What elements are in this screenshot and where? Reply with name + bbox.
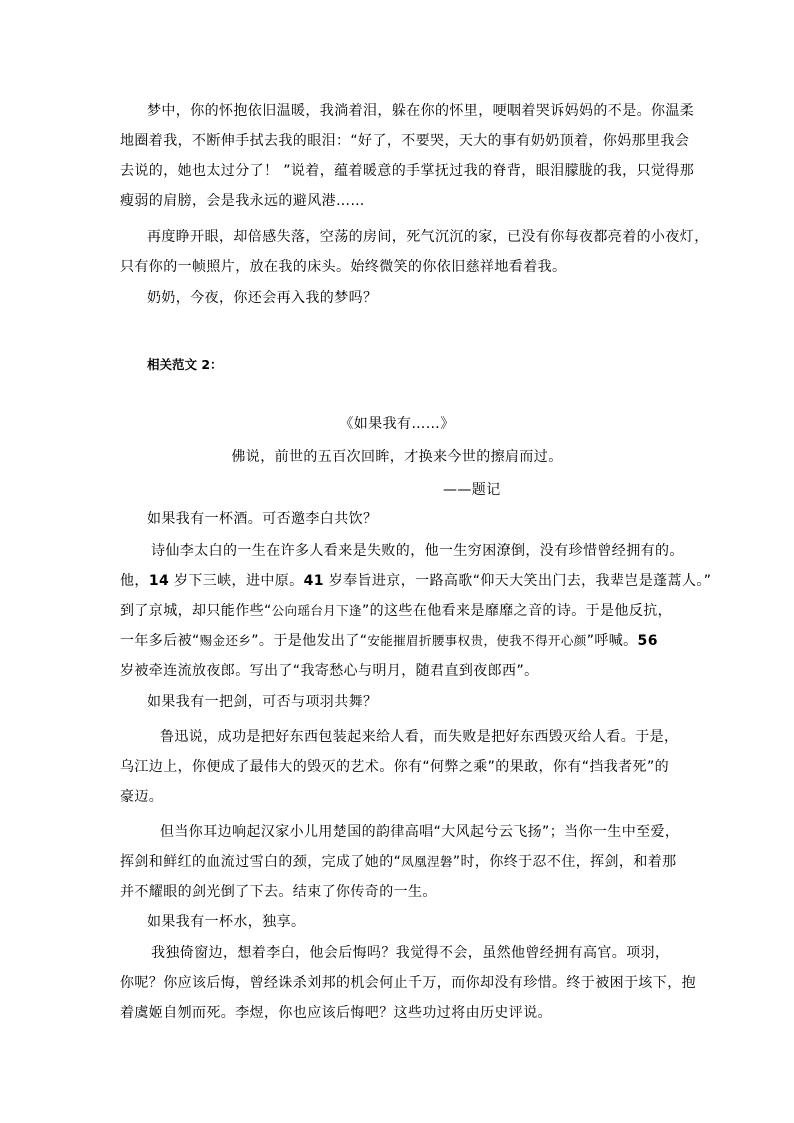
text-span: ”时，你终于忍不住，挥剑，和着那 — [452, 854, 677, 870]
question-water: 如果我有一杯水，独享。 — [147, 914, 306, 930]
quote-span: 赐金还乡 — [199, 633, 252, 648]
text-line: 岁被牵连流放夜郎。写出了“我寄愁心与明月，随君直到夜郎西”。 — [120, 663, 539, 679]
section-heading: 相关范文 2： — [147, 357, 223, 372]
text-line: 我独倚窗边，想着李白，他会后悔吗？我觉得不会，虽然他曾经拥有高官。项羽， — [151, 945, 670, 961]
paragraph-question-grandma: 奶奶，今夜，你还会再入我的梦吗？ — [147, 290, 378, 306]
text-span: 岁奉旨进京，一路高歌“仰天大笑出门去，我辈岂是蓬蒿人。” — [323, 573, 712, 589]
age-number: 41 — [303, 573, 324, 589]
text-line: 并不耀眼的剑光倒了下去。结束了你传奇的一生。 — [120, 884, 437, 900]
paragraph-libai — [120, 536, 712, 686]
text-span: 他， — [120, 573, 149, 589]
essay-title: 《如果我有……》 — [339, 416, 455, 432]
text-line: 乌江边上，你便成了最伟大的毁灭的艺术。你有“何弊之乘”的果敢，你有“挡我者死”的 — [120, 759, 670, 775]
text-line: 鲁迅说，成功是把好东西包装起来给人看，而失败是把好东西毁灭给人看。于是， — [160, 729, 679, 745]
text-line: 只有你的一帧照片，放在我的床头。始终微笑的你依旧慈祥地看着我。 — [120, 259, 567, 275]
paragraph-farewell — [120, 817, 680, 907]
paragraph-reflection — [120, 938, 696, 1028]
text-span: 一年多后被“ — [120, 633, 200, 649]
paragraph-xiangyu — [120, 722, 680, 812]
text-line: 豪迈。 — [120, 789, 164, 805]
quote-span: 公向瑶台月下逢 — [271, 603, 362, 618]
age-number: 14 — [148, 573, 170, 589]
text-line — [120, 626, 680, 656]
text-line: 地圈着我，不断伸手拭去我的眼泪：“好了，不要哭，天大的事有奶奶顶着，你妈那里我会 — [120, 133, 690, 149]
text-line: 梦中，你的怀抱依旧温暖，我淌着泪，躲在你的怀里，哽咽着哭诉妈妈的不是。你温柔 — [147, 103, 695, 119]
epigraph: 佛说，前世的五百次回眸，才换来今世的擦肩而过。 — [231, 449, 563, 465]
text-span: ”。于是他发出了“ — [251, 633, 368, 649]
text-line: 你呢？你应该后悔，曾经诛杀刘邦的机会何止千万，而你却没有珍惜。终于被困于垓下，抱 — [120, 975, 696, 991]
question-sword: 如果我有一把剑，可否与项羽共舞？ — [147, 694, 378, 710]
quote-span: 凤凰涅磐 — [401, 854, 453, 869]
text-span: 到了京城，却只能作些“ — [120, 603, 272, 619]
text-line: 诗仙李太白的一生在许多人看来是失败的，他一生穷困潦倒，没有珍惜曾经拥有的。 — [151, 543, 684, 559]
text-line — [120, 566, 712, 596]
text-span: 岁下三峡，进中原。 — [169, 573, 304, 589]
text-line: 去说的，她也太过分了！ ”说着，蕴着暖意的手掌抚过我的脊背，眼泪朦胧的我，只觉得那 — [120, 163, 695, 179]
paragraph-awake — [120, 222, 709, 282]
age-number: 56 — [637, 633, 658, 649]
epigraph-signature: ——题记 — [443, 482, 501, 498]
text-line: 瘦弱的肩膀，会是我永远的避风港…… — [120, 193, 365, 209]
question-wine: 如果我有一杯酒。可否邀李白共饮？ — [147, 511, 378, 527]
text-span: 挥剑和鲜红的血流过雪白的颈，完成了她的“ — [120, 854, 402, 870]
paragraph-dream — [120, 96, 695, 216]
text-line: 着虞姬自刎而死。李煜，你也应该后悔吧？这些功过将由历史评说。 — [120, 1005, 552, 1021]
text-span: ”呼喊。 — [586, 633, 638, 649]
text-line — [120, 847, 680, 877]
text-line — [120, 596, 680, 626]
text-span: ”的这些在他看来是靡靡之音的诗。于是他反抗， — [361, 603, 673, 619]
text-line: 但当你耳边响起汉家小儿用楚国的韵律高唱“大风起兮云飞扬”；当你一生中至爱， — [160, 824, 680, 840]
quote-span: 安能摧眉折腰事权贵，使我不得开心颜 — [367, 633, 587, 648]
text-line: 再度睁开眼，却倍感失落，空荡的房间，死气沉沉的家，已没有你每夜都亮着的小夜灯， — [147, 229, 709, 245]
